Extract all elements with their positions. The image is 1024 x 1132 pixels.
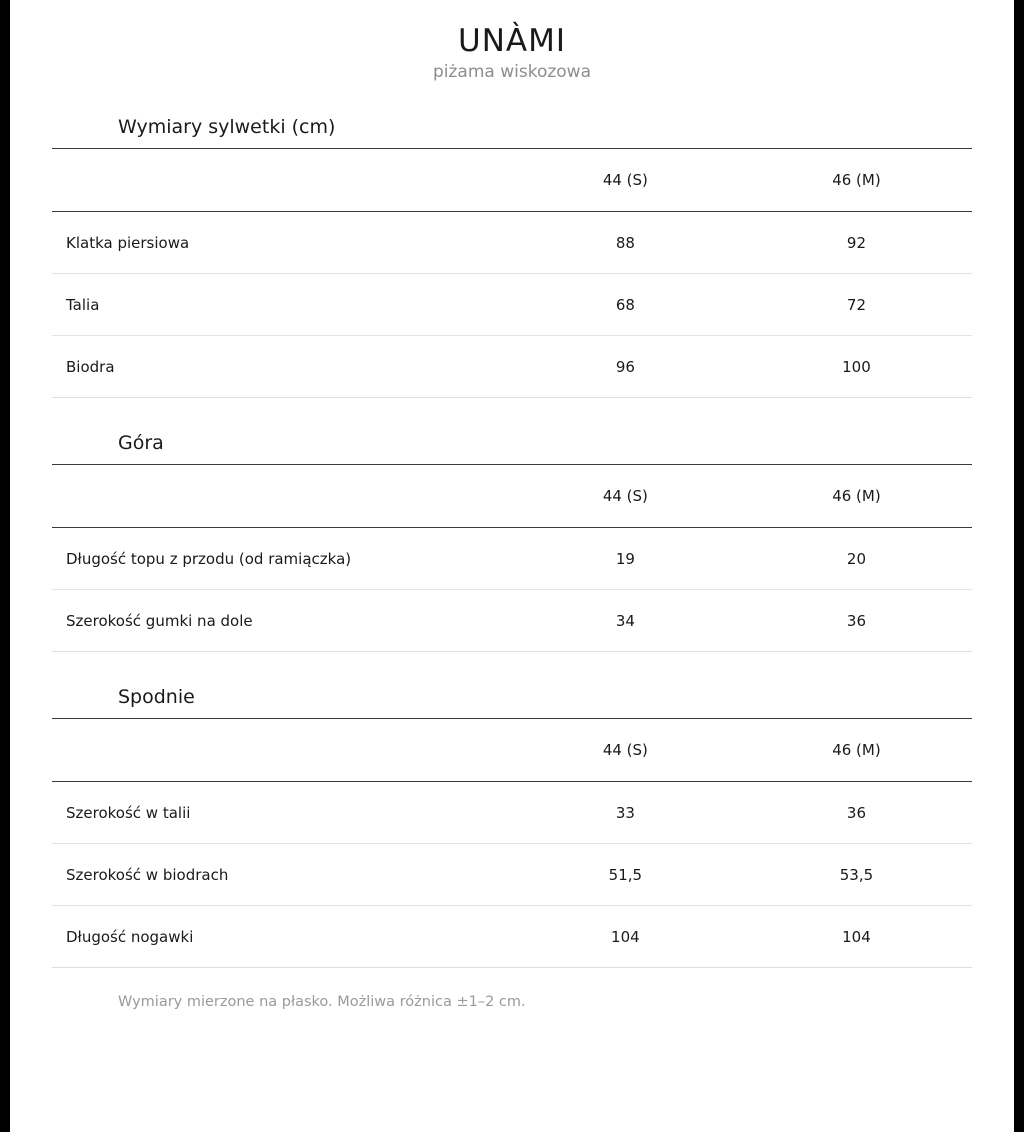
table-row — [52, 906, 972, 968]
row-value-m: 92 — [741, 212, 972, 274]
table-row — [52, 528, 972, 590]
table-row — [52, 336, 972, 398]
measurement-note: Wymiary mierzone na płasko. Możliwa różnica ±1–2 cm. — [118, 994, 526, 1011]
row-value-m: 100 — [741, 336, 972, 398]
row-value-s: 68 — [510, 274, 741, 336]
brand-tagline: piżama wiskozowa — [432, 62, 591, 83]
table-header-row — [52, 149, 972, 212]
column-header-label — [52, 719, 510, 782]
section-top — [52, 432, 972, 652]
row-value-m: 104 — [741, 906, 972, 968]
pants-table — [52, 718, 972, 968]
column-header-size-m: 46 (M) — [741, 149, 972, 212]
measurements-table — [52, 148, 972, 398]
table-row — [52, 274, 972, 336]
row-label: Szerokość w talii — [52, 782, 510, 844]
column-header-label — [52, 149, 510, 212]
section-title: Góra — [118, 432, 164, 455]
table-row — [52, 590, 972, 652]
table-header-row — [52, 465, 972, 528]
brand-name: UNÀMI — [458, 23, 566, 59]
column-header-size-s: 44 (S) — [510, 465, 741, 528]
row-label: Szerokość w biodrach — [52, 844, 510, 906]
row-label: Długość topu z przodu (od ramiączka) — [52, 528, 510, 590]
row-label: Długość nogawki — [52, 906, 510, 968]
top-table — [52, 464, 972, 652]
row-value-m: 72 — [741, 274, 972, 336]
column-header-size-s: 44 (S) — [510, 719, 741, 782]
column-header-label — [52, 465, 510, 528]
row-value-s: 104 — [510, 906, 741, 968]
row-label: Szerokość gumki na dole — [52, 590, 510, 652]
row-value-s: 19 — [510, 528, 741, 590]
row-value-s: 34 — [510, 590, 741, 652]
row-value-s: 51,5 — [510, 844, 741, 906]
row-value-m: 53,5 — [741, 844, 972, 906]
row-value-s: 96 — [510, 336, 741, 398]
table-row — [52, 212, 972, 274]
column-header-size-m: 46 (M) — [741, 719, 972, 782]
row-value-m: 36 — [741, 590, 972, 652]
table-row — [52, 844, 972, 906]
table-header-row — [52, 719, 972, 782]
section-body-measurements — [52, 116, 972, 398]
row-label: Biodra — [52, 336, 510, 398]
size-chart-page — [10, 0, 1014, 1132]
column-header-size-m: 46 (M) — [741, 465, 972, 528]
row-value-m: 36 — [741, 782, 972, 844]
section-title: Wymiary sylwetki (cm) — [118, 116, 336, 139]
row-value-s: 88 — [510, 212, 741, 274]
section-pants — [52, 686, 972, 968]
row-value-s: 33 — [510, 782, 741, 844]
row-label: Klatka piersiowa — [52, 212, 510, 274]
brand-header — [10, 0, 1014, 82]
row-value-m: 20 — [741, 528, 972, 590]
row-label: Talia — [52, 274, 510, 336]
column-header-size-s: 44 (S) — [510, 149, 741, 212]
section-title: Spodnie — [118, 686, 195, 709]
table-row — [52, 782, 972, 844]
